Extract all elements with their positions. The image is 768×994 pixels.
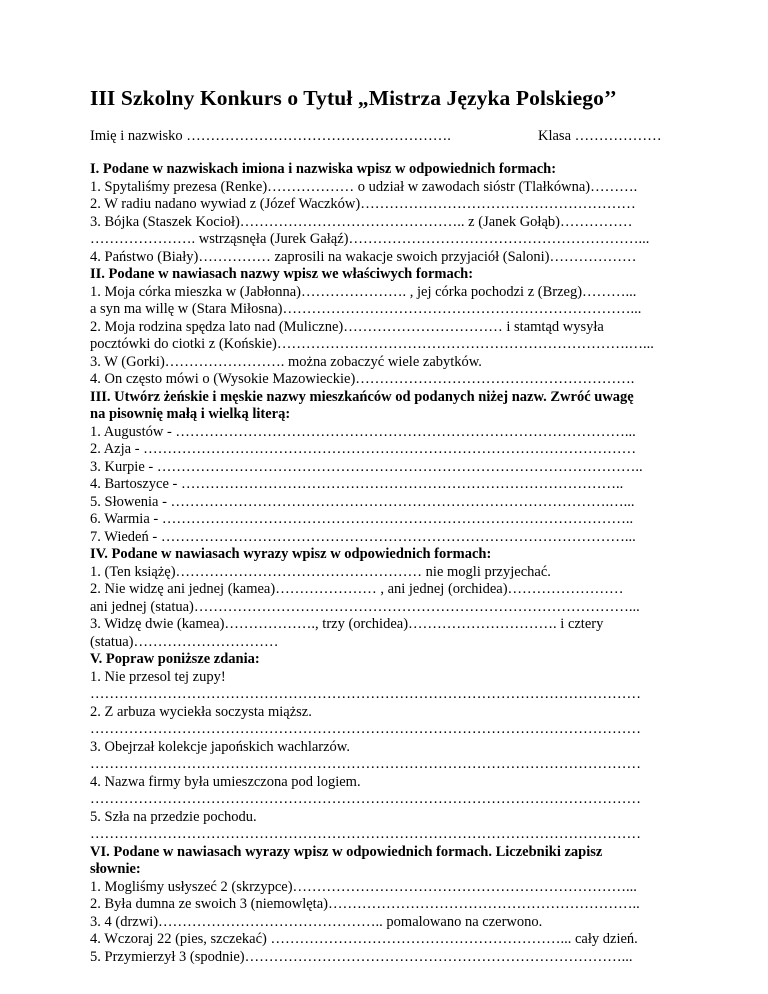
exercise-line: a syn ma willę w (Stara Miłosna)………………………………………………………………... [90, 301, 642, 317]
section-heading: I. Podane w nazwiskach imiona i nazwiska wpisz w odpowiednich formach: [90, 161, 557, 177]
exercise-line: …………………………………………………………………………………………………… [90, 826, 641, 842]
section-heading: III. Utwórz żeńskie i męskie nazwy mieszkańców od podanych niżej nazw. Zwróć uwagę [90, 388, 634, 405]
exercise-line: 5. Słowenia - ……………………………………………………………………………….…... [90, 493, 635, 510]
exercise-line: …………………. wstrząsnęła (Jurek Gałąź)……………………………………………………... [90, 231, 650, 247]
section-heading: VI. Podane w nawiasach wyrazy wpisz w odpowiednich formach. Liczebniki zapisz [90, 843, 603, 860]
worksheet-content [90, 161, 690, 966]
student-info-row [90, 128, 690, 145]
section-heading: V. Popraw poniższe zdania: [90, 651, 260, 667]
name-field-label: Imię i nazwisko ………………………………………………. [90, 128, 451, 144]
exercise-line: 4. Wczoraj 22 (pies, szczekać) ……………………………………………………... cały dzień. [90, 931, 638, 947]
class-field-label: Klasa ……………… [538, 128, 662, 144]
exercise-line: 2. Nie widzę ani jednej (kamea)………………… , ani jednej (orchidea)…………………… [90, 581, 624, 597]
exercise-line: …………………………………………………………………………………………………… [90, 686, 641, 702]
exercise-line: 4. Państwo (Biały)…………… zaprosili na wakacje swoich przyjaciół (Saloni)……………… [90, 248, 637, 265]
exercise-line: 3. 4 (drzwi)……………………………………….. pomalowano na czerwono. [90, 913, 543, 930]
exercise-line: 2. Była dumna ze swoich 3 (niemowlęta)……………………………………………………….. [90, 896, 640, 912]
exercise-line: 3. Kurpie - ……………………………………………………………………………………….. [90, 458, 643, 475]
exercise-line: 3. Bójka (Staszek Kocioł)……………………………………….. z (Janek Gołąb)…………… [90, 213, 633, 230]
exercise-line: pocztówki do ciotki z (Końskie)……………………………………………………………….…... [90, 336, 654, 352]
exercise-line: 2. W radiu nadano wywiad z (Józef Waczków)………………………………………………… [90, 196, 636, 212]
exercise-line: 1. Nie przesol tej zupy! [90, 668, 226, 685]
exercise-line: 1. Spytaliśmy prezesa (Renke)……………… o udział w zawodach sióstr (Tlałkówna)………. [90, 178, 638, 195]
exercise-line: 2. Azja - ………………………………………………………………………………………… [90, 441, 637, 457]
exercise-line: 7. Wiedeń - ……………………………………………………………………………………... [90, 528, 636, 545]
section-heading: II. Podane w nawiasach nazwy wpisz we właściwych formach: [90, 266, 474, 282]
exercise-line: 5. Przymierzył 3 (spodnie)……………………………………………………………………... [90, 948, 633, 965]
exercise-line: 1. Moja córka mieszka w (Jabłonna)…………………. , jej córka pochodzi z (Brzeg)………... [90, 283, 637, 300]
section-heading: na pisownię małą i wielką literą: [90, 406, 291, 422]
section-heading: IV. Podane w nawiasach wyrazy wpisz w odpowiednich formach: [90, 546, 492, 562]
exercise-line: (statua)………………………… [90, 633, 279, 650]
exercise-line: 3. Obejrzał kolekcje japońskich wachlarzów. [90, 738, 350, 755]
document-title: III Szkolny Konkurs o Tytuł „Mistrza Języka Polskiego’’ [90, 86, 617, 110]
section-heading: słownie: [90, 861, 141, 877]
exercise-line: ani jednej (statua)………………………………………………………………………………... [90, 598, 640, 615]
exercise-line: 1. Augustów - …………………………………………………………………………………... [90, 423, 636, 440]
exercise-line: 5. Szła na przedzie pochodu. [90, 808, 257, 825]
exercise-line: 2. Moja rodzina spędza lato nad (Muliczne)…………………………… i stamtąd wysyła [90, 318, 604, 335]
exercise-line: 4. On często mówi o (Wysokie Mazowieckie)…………………………………………………. [90, 371, 635, 387]
exercise-line: …………………………………………………………………………………………………… [90, 791, 641, 807]
exercise-line: 3. W (Gorki)……………………. można zobaczyć wiele zabytków. [90, 353, 482, 370]
exercise-line: 3. Widzę dwie (kamea)………………., trzy (orchidea)…………………………. i cztery [90, 616, 604, 632]
exercise-line: 6. Warmia - …………………………………………………………………………………….. [90, 511, 634, 527]
exercise-line: 2. Z arbuza wyciekła soczysta miąższ. [90, 703, 312, 720]
exercise-line: 1. Mogliśmy usłyszeć 2 (skrzypce)……………………………………………………………... [90, 878, 637, 895]
exercise-line: 1. (Ten książę)…………………………………………… nie mogli przyjechać. [90, 563, 551, 580]
exercise-line: …………………………………………………………………………………………………… [90, 721, 641, 737]
exercise-line: 4. Nazwa firmy była umieszczona pod logiem. [90, 773, 361, 790]
exercise-line: 4. Bartoszyce - ……………………………………………………………………………….. [90, 476, 624, 492]
exercise-line: …………………………………………………………………………………………………… [90, 756, 641, 772]
